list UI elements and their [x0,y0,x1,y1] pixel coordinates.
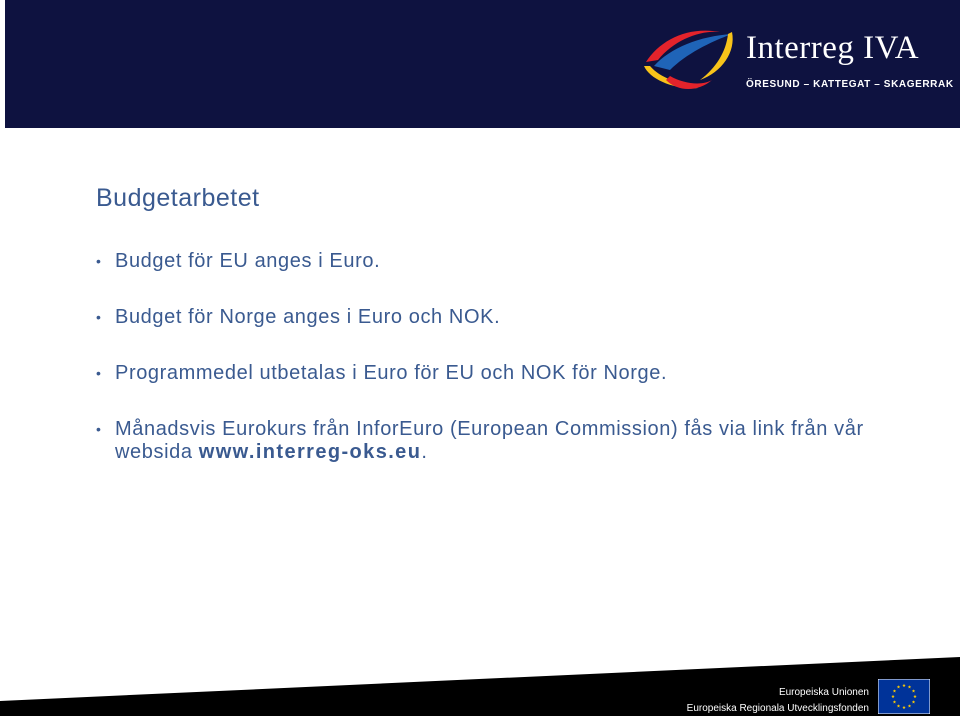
bullet-list [96,250,896,497]
bullet-item [96,250,896,273]
footer-eu-label: Europeiska Unionen [778,687,869,698]
bullet-text: Programmedel utbetalas i Euro för EU och NOK för Norge. [115,362,668,384]
bullet-dot-icon: • [96,309,102,325]
bullet-dot-icon: • [96,253,102,269]
logo-name: Interreg IVA [746,30,920,66]
bullet-item [96,362,896,385]
interreg-logo [640,22,954,102]
interreg-swoosh-icon [640,22,740,97]
bullet-text-end: . [421,441,428,463]
bullet-item [96,418,896,464]
footer-fund-label: Europeiska Regionala Utvecklingsfonden [686,703,869,714]
bullet-text: Budget för EU anges i Euro. [115,250,381,272]
bullet-text: Månadsvis Eurokurs från InforEuro (European Commission) fås via link från vår websida [115,418,864,463]
slide-title: Budgetarbetet [96,184,260,212]
eu-flag-icon [878,679,930,714]
bullet-text: Budget för Norge anges i Euro och NOK. [115,306,501,328]
bullet-item [96,306,896,329]
logo-subtitle: ÖRESUND – KATTEGAT – SKAGERRAK [746,79,954,90]
bullet-dot-icon: • [96,365,102,381]
bullet-dot-icon: • [96,421,102,437]
website-link[interactable]: www.interreg-oks.eu [198,441,422,463]
